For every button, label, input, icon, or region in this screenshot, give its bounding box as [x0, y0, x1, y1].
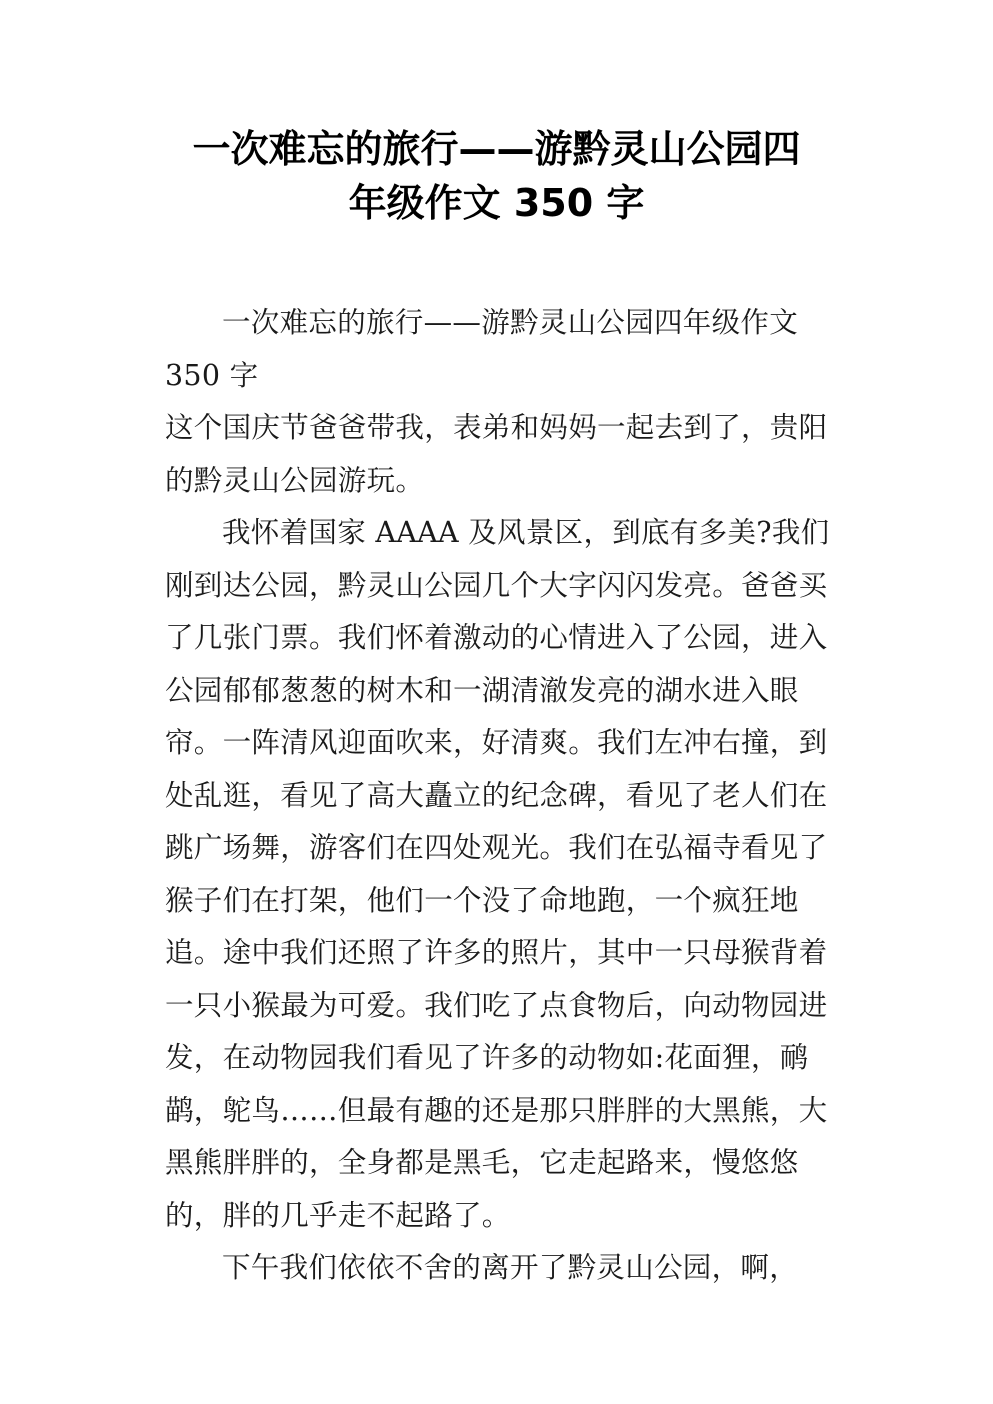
document-body	[165, 297, 830, 1295]
document-title-line-1: 一次难忘的旅行——游黔灵山公园四	[192, 127, 801, 171]
paragraph-main: 我怀着国家 AAAA 及风景区，到底有多美?我们刚到达公园，黔灵山公园几个大字闪闪发亮。爸爸买了几张门票。我们怀着激动的心情进入了公园，进入公园郁郁葱葱的树木和一湖清澈发亮的湖水进入眼帘。一阵清风迎面吹来，好清爽。我们左冲右撞，到处乱逛，看见了高大矗立的纪念碑，看见了老人们在跳广场舞，游客们在四处观光。我们在弘福寺看见了猴子们在打架，他们一个没了命地跑，一个疯狂地追。途中我们还照了许多的照片，其中一只母猴背着一只小猴最为可爱。我们吃了点食物后，向动物园进发，在动物园我们看见了许多的动物如:花面狸，鸸鹋，鸵鸟……但最有趣的还是那只胖胖的大黑熊，大黑熊胖胖的，全身都是黑毛，它走起路来，慢悠悠的，胖的几乎走不起路了。	[165, 516, 830, 1232]
paragraph-heading-repeat: 一次难忘的旅行——游黔灵山公园四年级作文 350 字	[165, 306, 799, 392]
document-title	[150, 122, 843, 230]
paragraph-closing: 下午我们依依不舍的离开了黔灵山公园，啊，	[222, 1251, 799, 1284]
document-title-line-2: 年级作文 350 字	[348, 181, 645, 225]
paragraph-intro: 这个国庆节爸爸带我，表弟和妈妈一起去到了，贵阳的黔灵山公园游玩。	[165, 411, 828, 497]
